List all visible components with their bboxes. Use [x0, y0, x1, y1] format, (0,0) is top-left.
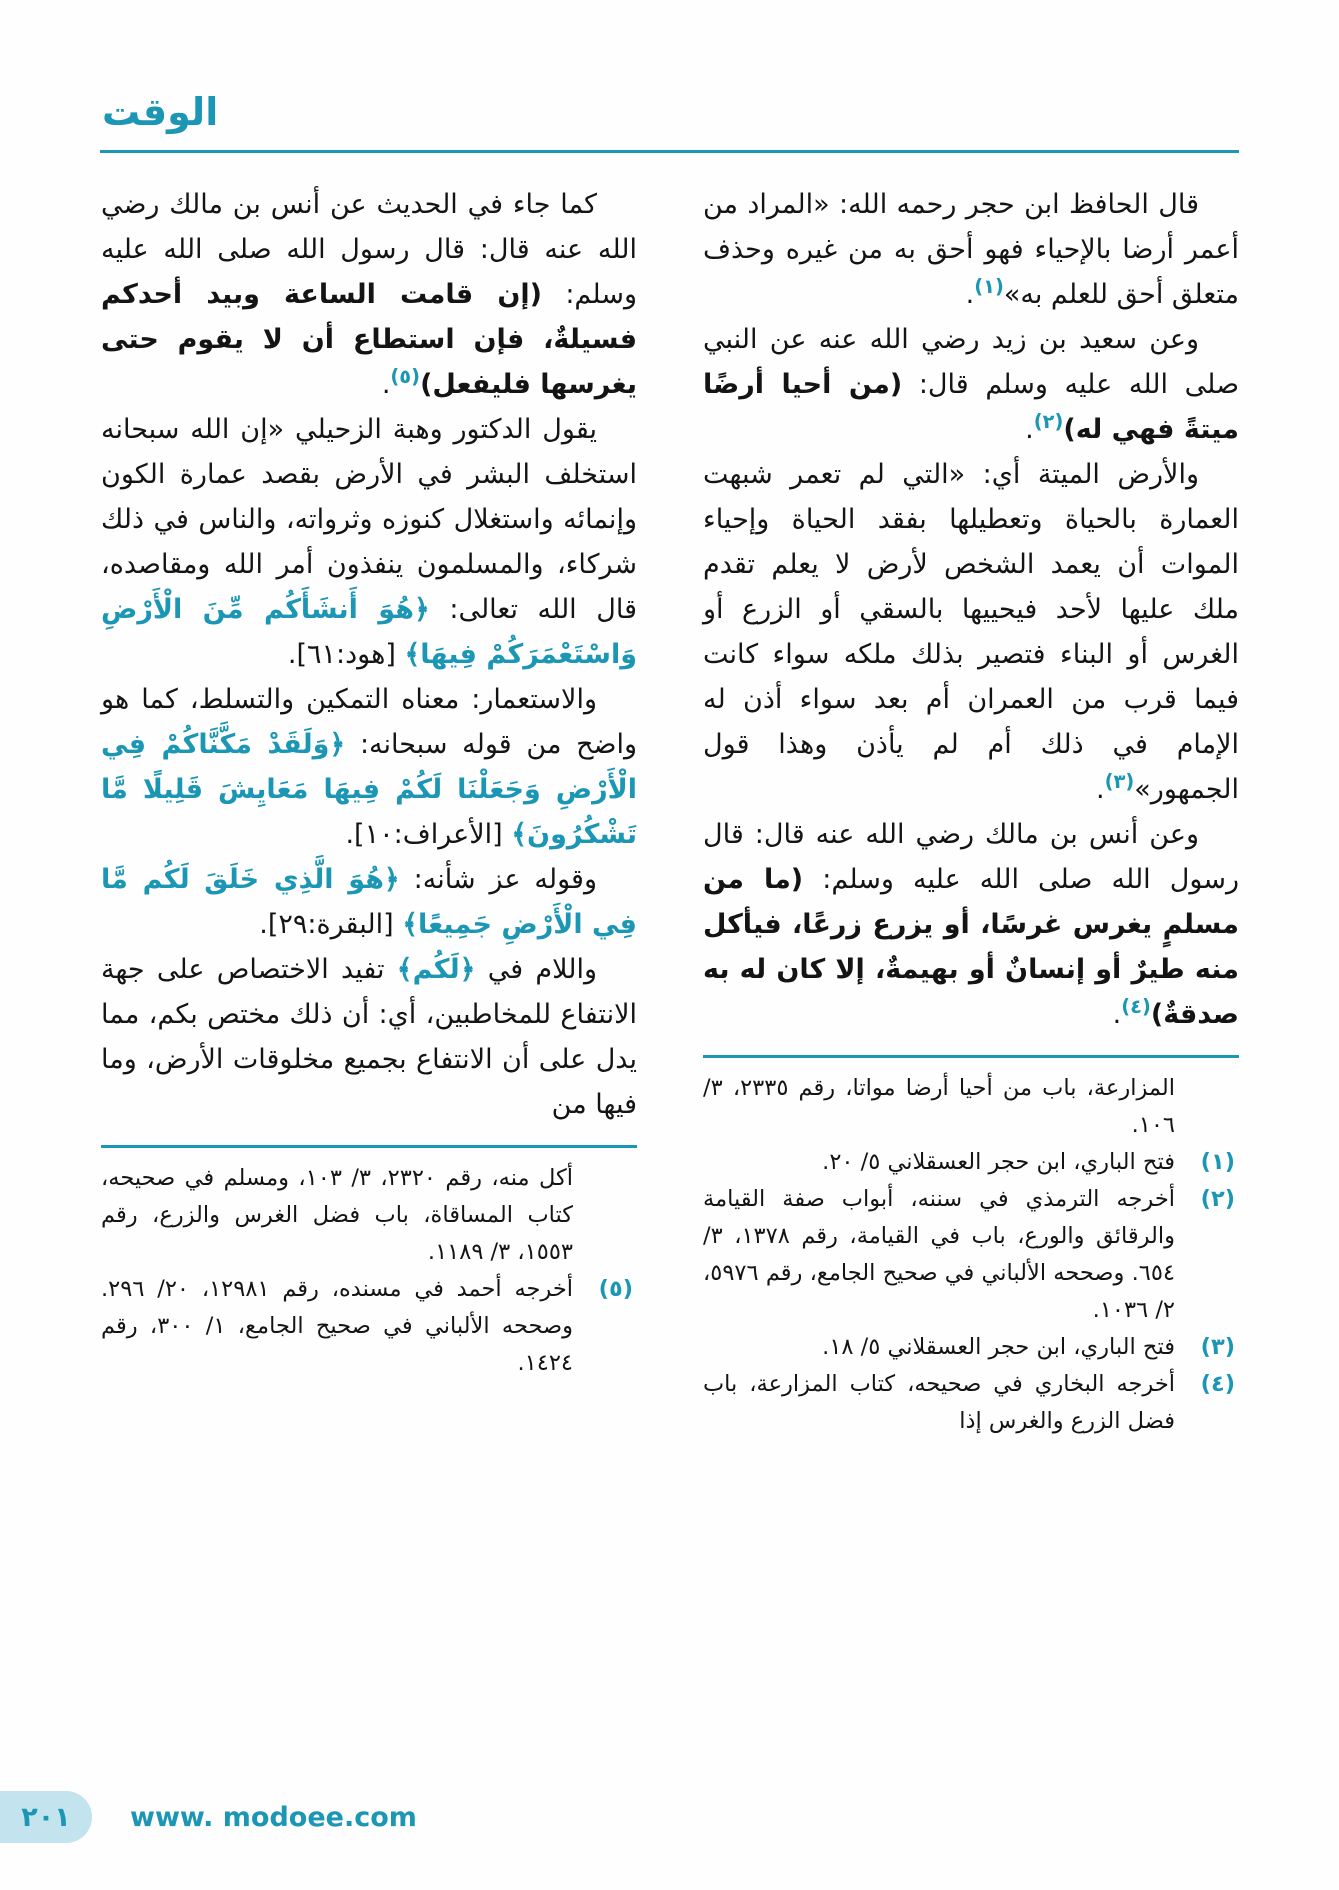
footnote-text: أخرجه البخاري في صحيحه، كتاب المزارعة، باب فضل الزرع والغرس إذا [703, 1371, 1175, 1434]
page-number-badge [0, 1791, 92, 1843]
footnote-text: فتح الباري، ابن حجر العسقلاني ٥/ ١٨. [822, 1334, 1175, 1360]
page-number: ٢٠١ [21, 1801, 71, 1833]
paragraph [101, 857, 637, 947]
footnote-divider [101, 1145, 637, 1148]
footnote-item [703, 1070, 1239, 1144]
footnote-number: (١) [1200, 1149, 1235, 1175]
text-segment: (ما من مسلمٍ يغرس غرسًا، أو يزرع زرعًا، فيأكل منه طيرٌ أو إنسانٌ أو بهيمةٌ، إلا كان له به صدقةٌ) [703, 864, 1239, 1030]
footnote-ref: (٥) [390, 365, 421, 388]
quran-verse: ﴿هُوَ أَنشَأَكُم مِّنَ الْأَرْضِ وَاسْتَعْمَرَكُمْ فِيهَا﴾ [101, 594, 637, 670]
text-segment: والأرض الميتة أي: «التي لم تعمر شبهت العمارة بالحياة وتعطيلها بفقد الحياة وإحياء الموات أن يعمد الشخص لأرض لا يعلم تقدم ملك عليها لأحد فيحييها بالسقي أو الزرع أو الغرس أو البناء فتصير بذلك ملكه سواء كانت فيما قرب من العمران أم بعد سواء أذن له الإمام في ذلك أم لم يأذن وهذا قول الجمهور» [703, 459, 1239, 805]
section-title: الوقت [102, 90, 219, 134]
text-segment: واللام في [475, 954, 597, 985]
text-columns [100, 182, 1239, 1440]
footnote-ref: (٢) [1033, 410, 1064, 433]
footnotes-section [101, 1145, 637, 1382]
text-segment: [البقرة:٢٩]. [259, 909, 403, 940]
paragraph [101, 182, 637, 407]
footnote-item [703, 1366, 1239, 1440]
footnote-item [703, 1144, 1239, 1181]
footnote-divider [703, 1055, 1239, 1058]
text-segment: . [1096, 774, 1105, 805]
text-segment: . [965, 279, 975, 310]
footnote-text: المزارعة، باب من أحيا أرضا مواتا، رقم ٢٣٣٥، ٣/ ١٠٦. [703, 1075, 1175, 1138]
paragraph [703, 452, 1239, 812]
column-left [101, 182, 637, 1440]
website-url: www. modoee.com [130, 1802, 417, 1833]
footnote-ref: (١) [974, 275, 1004, 298]
footnote-text: أخرجه الترمذي في سننه، أبواب صفة القيامة والرقائق والورع، باب في القيامة، رقم ١٣٧٨، ٣/ ٦٥٤. وصححه الألباني في صحيح الجامع، رقم ٥٩٧٦، ٢/ ١٠٣٦. [703, 1186, 1175, 1323]
quran-verse: ﴿لَكُم﴾ [396, 954, 476, 985]
footnote-ref: (٣) [1104, 770, 1135, 793]
paragraph [703, 317, 1239, 452]
text-segment: وعن سعيد بن زيد رضي الله عنه عن النبي صلى الله عليه وسلم قال: [703, 324, 1240, 400]
paragraph [703, 812, 1239, 1037]
footnote-item [703, 1329, 1239, 1366]
text-segment: يقول الدكتور وهبة الزحيلي «إن الله سبحانه استخلف البشر في الأرض بقصد عمارة الكون وإنمائه واستغلال كنوزه وثرواته، والناس في ذلك شركاء، والمسلمون ينفذون أمر الله ومقاصده، قال الله تعالى: [101, 414, 637, 625]
footnotes-list [101, 1160, 637, 1382]
text-segment: . [1025, 414, 1034, 445]
footnote-number: (٤) [1200, 1371, 1235, 1397]
text-segment: تفيد الاختصاص على جهة الانتفاع للمخاطبين، أي: أن ذلك مختص بكم، مما يدل على أن الانتفاع بجميع مخلوقات الأرض، وما فيها من [101, 954, 637, 1120]
text-segment: كما جاء في الحديث عن أنس بن مالك رضي الله عنه قال: قال رسول الله صلى الله عليه وسلم: [101, 189, 638, 310]
text-segment: [الأعراف:١٠]. [345, 819, 512, 850]
footnote-item [101, 1271, 637, 1382]
column-body [101, 182, 637, 1127]
paragraph [101, 677, 637, 857]
text-segment: (إن قامت الساعة وبيد أحدكم فسيلةٌ، فإن استطاع أن لا يقوم حتى يغرسها فليفعل) [101, 279, 637, 400]
paragraph [703, 182, 1239, 317]
footnote-text: فتح الباري، ابن حجر العسقلاني ٥/ ٢٠. [822, 1149, 1175, 1175]
text-segment: والاستعمار: معناه التمكين والتسلط، كما هو واضح من قوله سبحانه: [101, 684, 637, 760]
footnote-ref: (٤) [1121, 995, 1151, 1018]
quran-verse: ﴿هُوَ الَّذِي خَلَقَ لَكُم مَّا فِي الْأَرْضِ جَمِيعًا﴾ [101, 864, 637, 940]
column-right [703, 182, 1239, 1440]
paragraph [101, 947, 637, 1127]
footnote-item [101, 1160, 637, 1271]
text-segment: [هود:٦١]. [287, 639, 405, 670]
text-segment: (من أحيا أرضًا ميتةً فهي له) [703, 369, 1239, 445]
quran-verse: ﴿وَلَقَدْ مَكَّنَّاكُمْ فِي الْأَرْضِ وَجَعَلْنَا لَكُمْ فِيهَا مَعَايِشَ قَلِيلًا مَّا تَشْكُرُونَ﴾ [101, 729, 637, 850]
footnote-text: أكل منه، رقم ٢٣٢٠، ٣/ ١٠٣، ومسلم في صحيحه، كتاب المساقاة، باب فضل الغرس والزرع، رقم ١٥٥٣، ٣/ ١١٨٩. [101, 1165, 573, 1265]
footnotes-list [703, 1070, 1239, 1440]
text-segment: . [1112, 999, 1122, 1030]
footnotes-section [703, 1055, 1239, 1440]
paragraph [101, 407, 637, 677]
footnote-text: أخرجه أحمد في مسنده، رقم ١٢٩٨١، ٢٠/ ٢٩٦. وصححه الألباني في صحيح الجامع، ١/ ٣٠٠، رقم ١٤٢٤. [101, 1276, 574, 1376]
text-segment: وعن أنس بن مالك رضي الله عنه قال: قال رسول الله صلى الله عليه وسلم: [703, 819, 1240, 895]
footnote-number: (٣) [1200, 1334, 1235, 1360]
footnote-number: (٥) [598, 1276, 633, 1302]
column-body [703, 182, 1239, 1037]
footnote-number: (٢) [1200, 1186, 1235, 1212]
header-divider [100, 150, 1239, 153]
text-segment: قال الحافظ ابن حجر رحمه الله: «المراد من أعمر أرضا بالإحياء فهو أحق به من غيره وحذف متعلق أحق للعلم به» [703, 189, 1239, 310]
text-segment: وقوله عز شأنه: [399, 864, 597, 895]
text-segment: . [381, 369, 391, 400]
footnote-item [703, 1181, 1239, 1329]
